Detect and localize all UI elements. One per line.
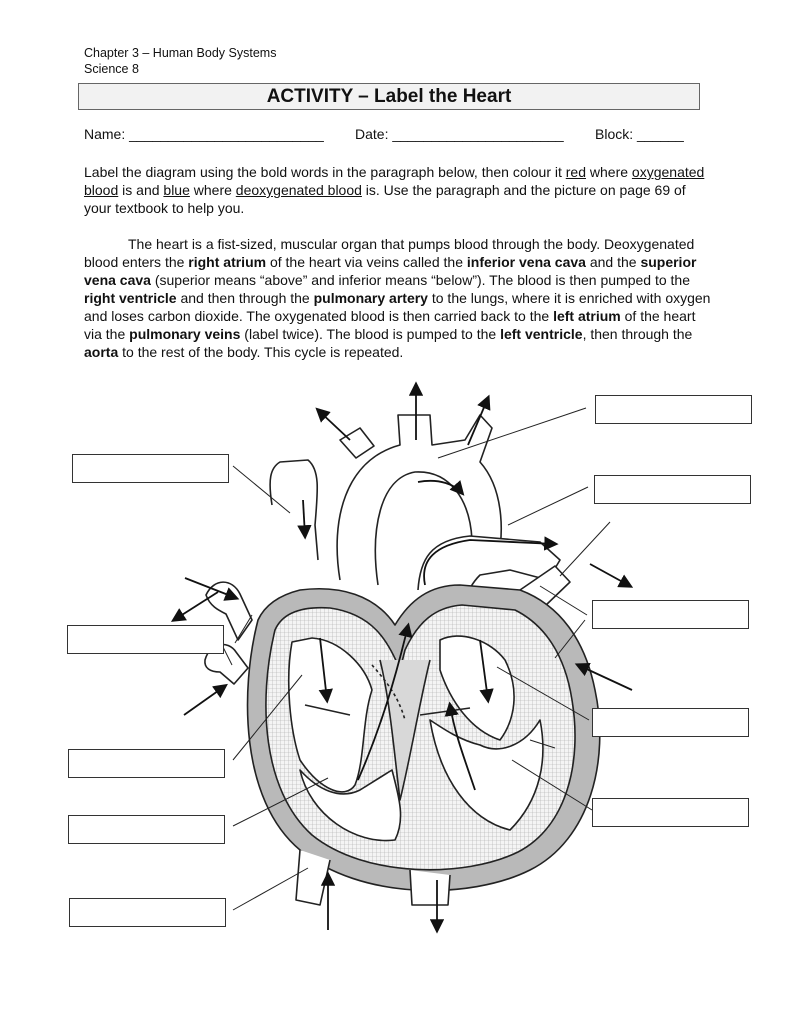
block-field: Block: ______: [595, 126, 684, 142]
heart-paragraph: The heart is a fist-sized, muscular organ that pumps blood through the body. Deoxygenated blood enters the right atrium of the heart via veins called the inferior vena cava and the superior vena cava (superior means “above” and inferior means “below”). The blood is then pumped to the right ventricle and then through the pulmonary artery to the lungs, where it is enriched with oxygen and loses carbon dioxide. The oxygenated blood is then carried back to the left atrium of the heart via the pulmonary veins (label twice). The blood is pumped to the left ventricle, then through the aorta to the rest of the body. This cycle is repeated.: [84, 236, 711, 360]
label-box-1[interactable]: [72, 454, 229, 483]
name-field: Name: _________________________: [84, 126, 324, 142]
label-box-4[interactable]: [67, 625, 224, 654]
label-box-8[interactable]: [68, 815, 225, 844]
label-box-5[interactable]: [592, 600, 749, 629]
chapter-heading: Chapter 3 – Human Body Systems: [84, 46, 277, 60]
course-heading: Science 8: [84, 62, 139, 76]
label-box-7[interactable]: [68, 749, 225, 778]
red-word: red: [565, 164, 586, 180]
date-field: Date: ______________________: [355, 126, 564, 142]
instructions: Label the diagram using the bold words in the paragraph below, then colour it red where oxygenated blood is and blue where deoxygenated blood is. Use the paragraph and the picture on page 69 of your textbook to help you.: [84, 164, 705, 216]
label-box-6[interactable]: [592, 708, 749, 737]
label-box-9[interactable]: [592, 798, 749, 827]
label-box-3[interactable]: [594, 475, 751, 504]
deoxygenated-word: deoxygenated blood: [235, 182, 362, 198]
oxygenated-word: oxygenated blood: [84, 164, 705, 198]
blue-word: blue: [163, 182, 190, 198]
title-text: ACTIVITY – Label the Heart: [266, 85, 512, 107]
label-box-10[interactable]: [69, 898, 226, 927]
label-box-2[interactable]: [595, 395, 752, 424]
